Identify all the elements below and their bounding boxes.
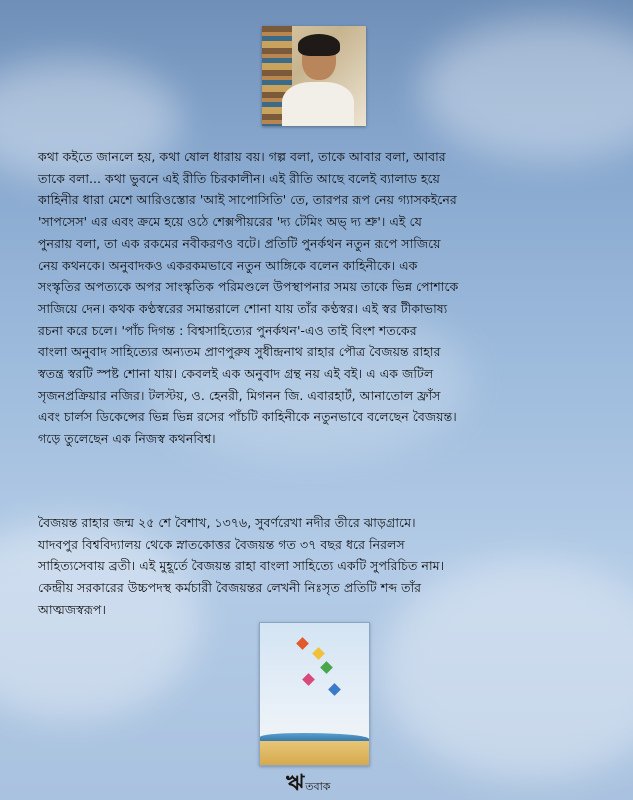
- blurb-line: এবং চার্লস ডিকেন্সের ভিন্ন ভিন্ন রসের পাঁচটি কাহিনীকে নতুনভাবে বলেছেন বৈজয়ন্ত।: [38, 409, 457, 425]
- bio-line: আত্মজস্বরূপ।: [38, 601, 106, 617]
- publisher-logo: [286, 770, 346, 794]
- author-bio-paragraph: [38, 512, 598, 621]
- blurb-line: রচনা করে চলে। 'পাঁচ দিগন্ত : বিশ্বসাহিত্যের পুনর্কথন'-এও তাই বিংশ শতকের: [38, 322, 417, 338]
- blurb-line: সৃজনপ্রক্রিয়ার নজির। টলস্টয়, ও. হেনরী, মিগনন জি. এবারহার্ট, আনাতোল ফ্রাঁস: [38, 387, 441, 403]
- blurb-line: কথা কইতে জানলে হয়, কথা ষোল ধারায় বয়। গল্প বলা, তাকে আবার বলা, আবার: [38, 149, 446, 164]
- bio-line: কেন্দ্রীয় সরকারের উচ্চপদস্থ কর্মচারী বৈজয়ন্তর লেখনী নিঃসৃত প্রতিটি শব্দ তাঁর: [38, 580, 422, 596]
- blurb-line: স্বতন্ত্র স্বরটি স্পষ্ট শোনা যায়। কেবলই এক অনুবাদ গ্রন্থ নয় এই বই। এ এক জটিল: [38, 366, 434, 382]
- publisher-logo-mark: ঋ: [286, 770, 305, 796]
- blurb-line: পুনরায় বলা, তা এক রকমের নবীকরণও বটে। প্রতিটি পুনর্কথন নতুন রূপে সাজিয়ে: [38, 235, 441, 251]
- author-portrait-icon: [262, 26, 366, 126]
- blurb-line: সংস্কৃতির অপত্যকে অপর সাংস্কৃতিক পরিমণ্ডলে উপস্থাপনার সময় তাকে ভিন্ন পোশাকে: [38, 279, 459, 295]
- front-cover-thumbnail-icon: [259, 622, 370, 766]
- blurb-line: নেয় কথনকে। অনুবাদকও একরকমভাবে নতুন আঙ্গিকে বলেন কাহিনীকে। এক: [38, 257, 418, 273]
- bio-line: যাদবপুর বিশ্ববিদ্যালয় থেকে স্নাতকোত্তর বৈজয়ন্ত গত ৩৭ বছর ধরে নিরলস: [38, 536, 405, 552]
- blurb-line: বাংলা অনুবাদ সাহিত্যের অন্যতম প্রাণপুরুষ সুধীন্দ্রনাথ রাহার পৌত্র বৈজয়ন্ত রাহার: [38, 344, 441, 360]
- blurb-paragraph: [38, 146, 598, 450]
- publisher-logo-name: তবাক: [305, 780, 331, 793]
- blurb-line: 'সাপসেস' এর এবং ক্রমে হয়ে ওঠে শেক্সপীয়রের 'দ্য টেমিং অভ্ দ্য শ্রু'। এই যে: [38, 214, 422, 230]
- bio-line: সাহিত্যসেবায় ব্রতী। এই মুহূর্তে বৈজয়ন্ত রাহা বাংলা সাহিত্যে একটি সুপরিচিত নাম।: [38, 558, 445, 574]
- blurb-line: কাহিনীর ধারা মেশে আরিওস্তোর 'আই সাপোসিতি' তে, তারপর রূপ নেয় গ্যাসকইনের: [38, 192, 457, 208]
- blurb-line: তাকে বলা... কথা ভুবনে এই রীতি চিরকালীন। এই রীতি আছে বলেই ব্যালাড হয়ে: [38, 170, 440, 186]
- blurb-line: গড়ে তুলেছেন এক নিজস্ব কথনবিশ্ব।: [38, 431, 216, 447]
- bio-line: বৈজয়ন্ত রাহার জন্ম ২৫ শে বৈশাখ, ১৩৭৬, সুবর্ণরেখা নদীর তীরে ঝাড়গ্রামে।: [38, 515, 416, 530]
- blurb-line: সাজিয়ে দেন। কথক কণ্ঠস্বরের সমান্তরালে শোনা যায় তাঁর কণ্ঠস্বর। এই স্বর টীকাভাষ্য: [38, 300, 448, 316]
